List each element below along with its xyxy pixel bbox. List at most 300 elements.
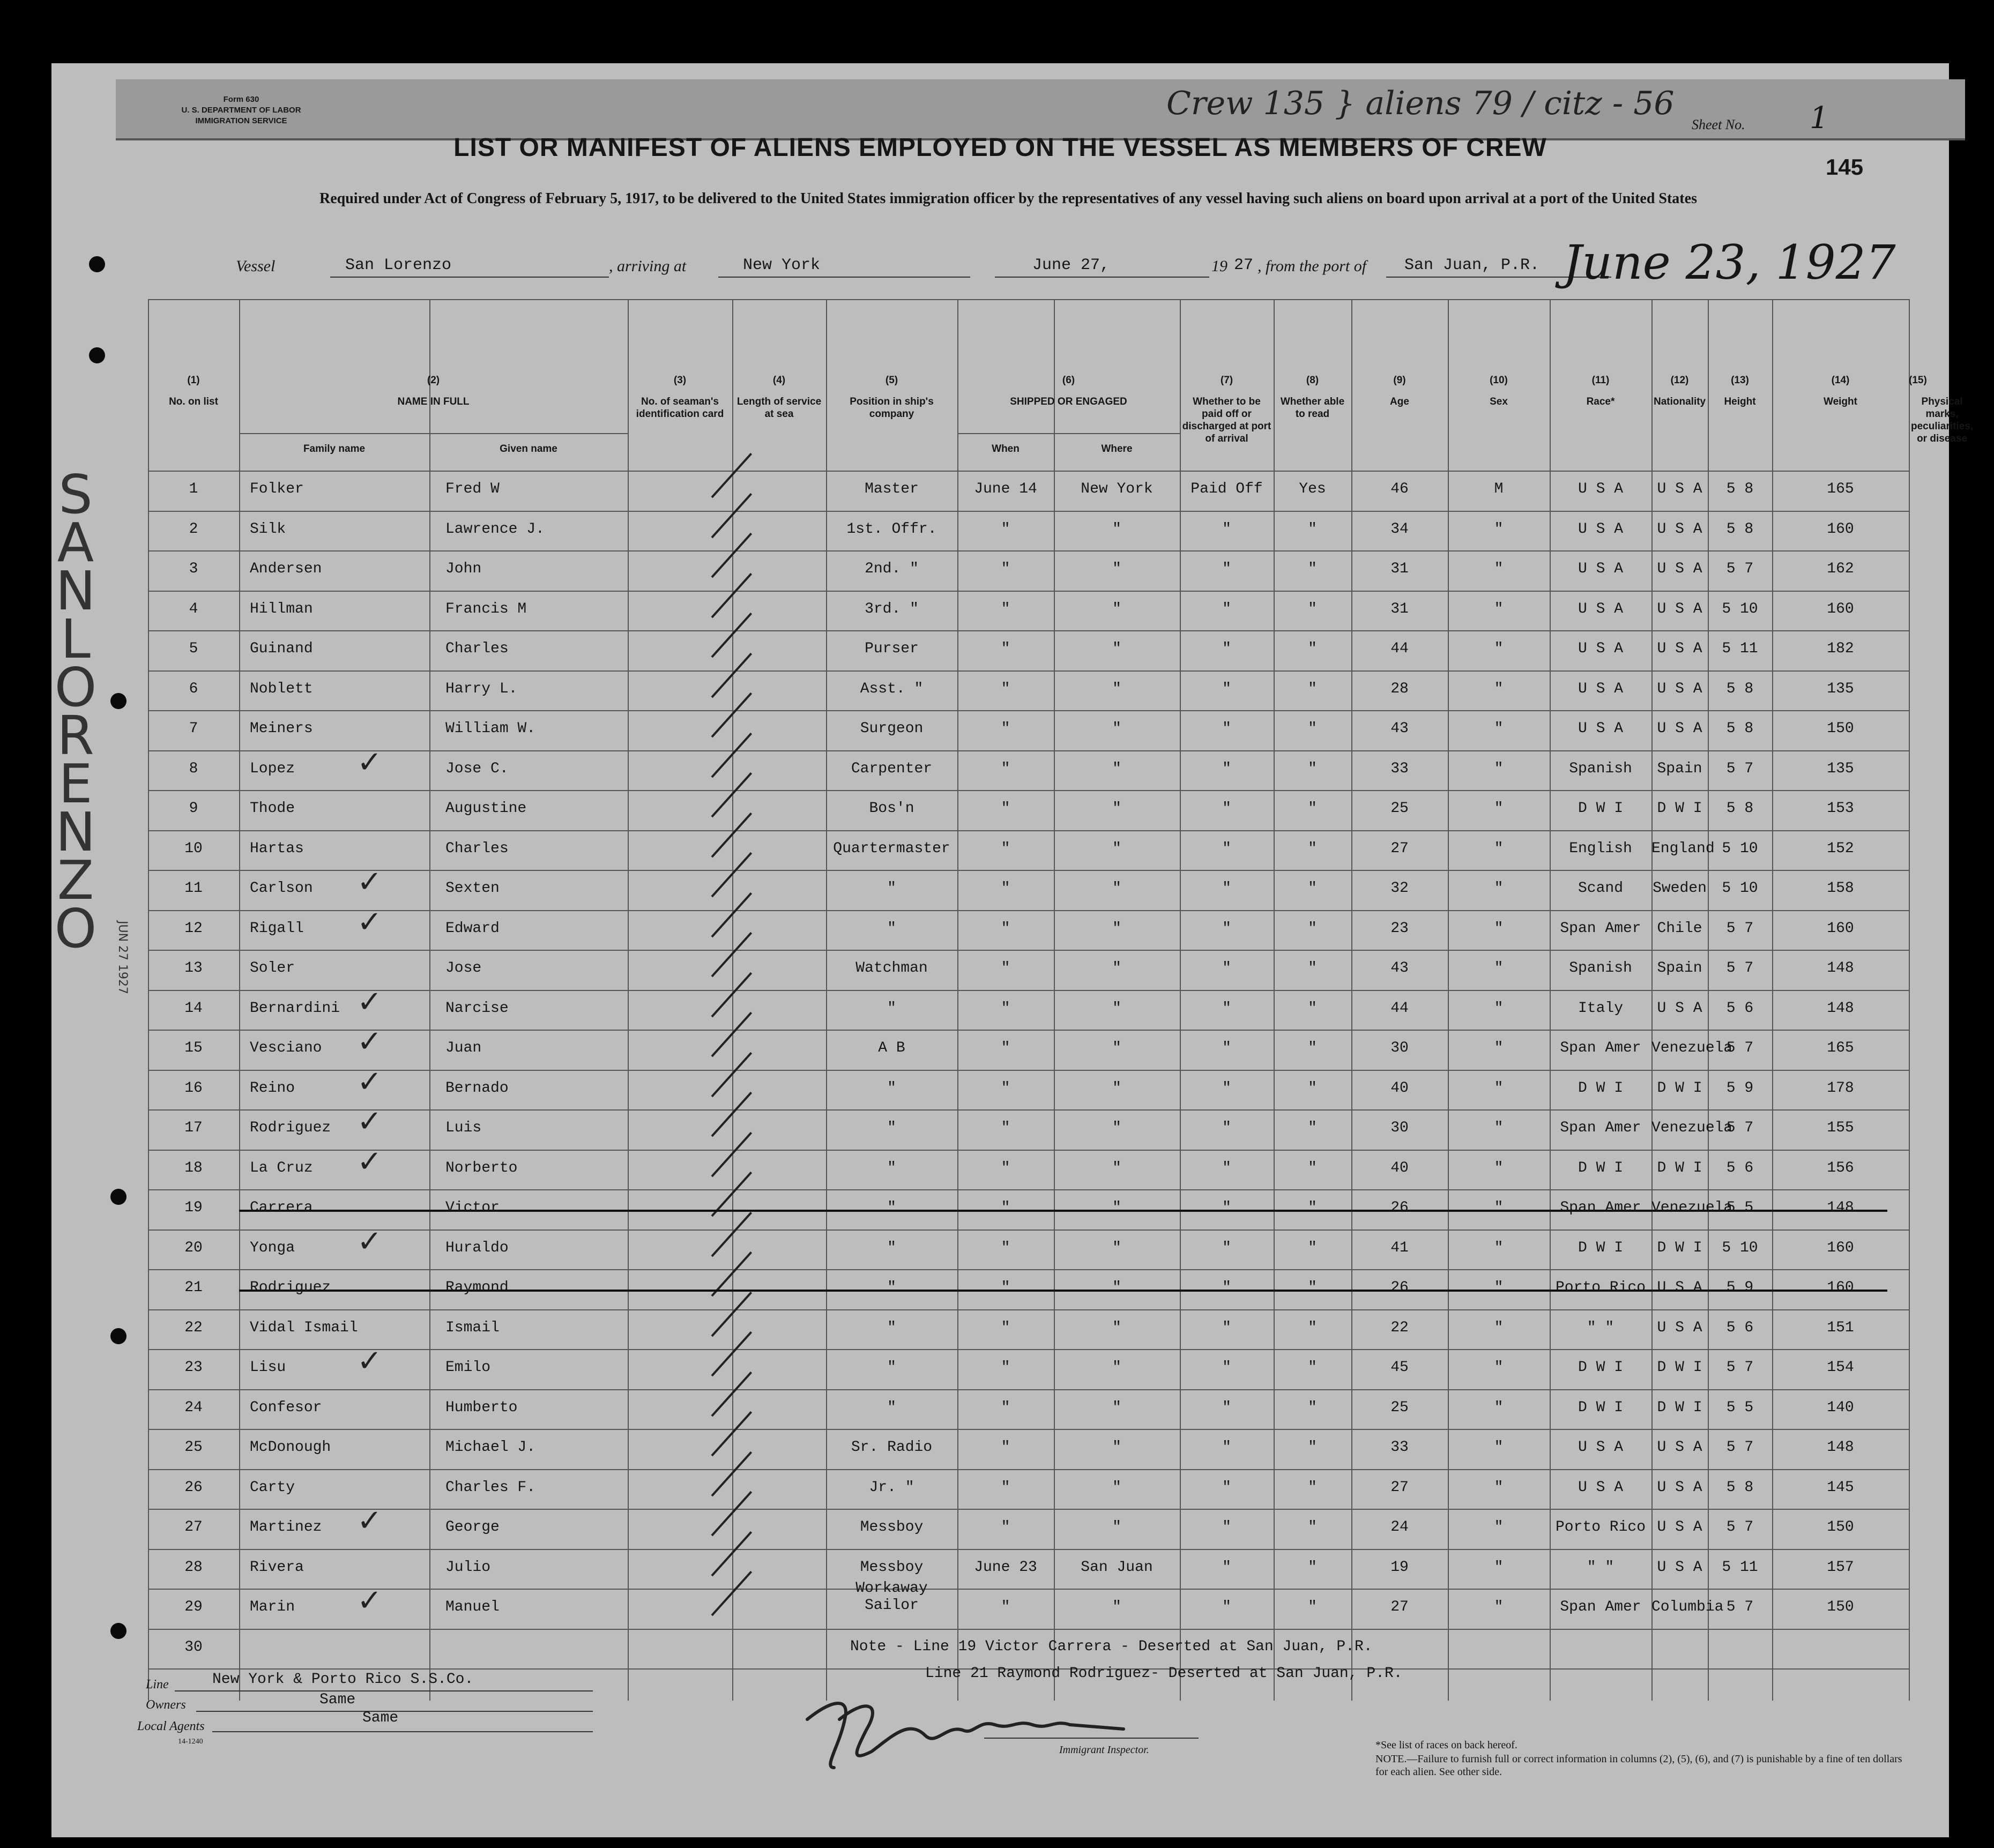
cell-paid: " (1222, 1399, 1231, 1416)
cell-age: 44 (1390, 1000, 1409, 1017)
cell-when: " (1001, 1519, 1010, 1536)
cell-given: Narcise (445, 1000, 509, 1017)
table-rule (148, 1549, 1909, 1550)
cell-where: " (1112, 1279, 1121, 1296)
cell-family: Silk (250, 520, 286, 538)
stamp-letter: A (57, 511, 94, 574)
cell-no: 11 (184, 880, 203, 897)
desertion-note: Line 21 Raymond Rodriguez- Deserted at San Juan, P.R. (925, 1665, 1403, 1682)
cell-sex: " (1494, 1120, 1504, 1136)
cell-sex: " (1494, 960, 1504, 977)
check-mark (711, 1012, 753, 1057)
stamp-letter: O (54, 897, 97, 960)
cell-sex: " (1494, 520, 1504, 538)
cell-sex: " (1494, 1599, 1504, 1615)
cell-no: 13 (184, 960, 203, 977)
cell-position: Workaway Sailor (855, 1580, 928, 1614)
cell-position: " (887, 1279, 896, 1296)
cell-when: " (1001, 880, 1010, 897)
cell-given: Emilo (445, 1359, 491, 1376)
cell-given: Bernado (445, 1079, 509, 1097)
check-mark (711, 1092, 753, 1137)
punch-hole (110, 1328, 127, 1344)
cell-paid: " (1222, 640, 1231, 657)
check-mark (711, 613, 753, 658)
punch-hole (110, 1189, 127, 1205)
cell-where: " (1112, 760, 1121, 777)
cell-given: Raymond (445, 1279, 509, 1296)
column-header: Nationality (1654, 396, 1706, 407)
cell-family: Reino (250, 1079, 295, 1097)
cell-nationality: U S A (1657, 520, 1702, 538)
cell-no: 3 (189, 561, 198, 577)
cell-position: Bos'n (869, 800, 914, 817)
cell-height: 5 7 (1726, 1120, 1754, 1136)
cell-given: Edward (445, 920, 500, 937)
cell-weight: 157 (1827, 1559, 1854, 1576)
cell-paid: " (1222, 1519, 1231, 1536)
check-mark: ✓ (357, 1144, 382, 1179)
cell-nationality: Spain (1657, 960, 1702, 977)
cell-sex: " (1494, 1399, 1504, 1416)
form-number: Form 630 (223, 95, 259, 104)
cell-nationality: D W I (1657, 1159, 1702, 1176)
cell-height: 5 10 (1722, 840, 1758, 857)
cell-weight: 148 (1827, 1199, 1854, 1216)
cell-where: " (1112, 1319, 1121, 1336)
cell-read: " (1308, 640, 1317, 657)
cell-where: " (1112, 880, 1121, 897)
cell-sex: " (1494, 1519, 1504, 1536)
cell-read: " (1308, 1239, 1317, 1256)
column-number: (1) (187, 375, 200, 386)
cell-weight: 160 (1827, 920, 1854, 937)
cell-given: George (445, 1519, 500, 1536)
page-number: 145 (1826, 154, 1864, 180)
form-service: IMMIGRATION SERVICE (195, 116, 287, 125)
cell-when: " (1001, 1040, 1010, 1056)
cell-read: " (1308, 800, 1317, 817)
cell-height: 5 5 (1726, 1199, 1754, 1216)
cell-age: 32 (1390, 880, 1409, 897)
cell-race: U S A (1578, 600, 1623, 617)
cell-when: " (1001, 1000, 1010, 1017)
cell-read: " (1308, 1079, 1317, 1097)
cell-position: Purser (865, 640, 919, 657)
cell-read: " (1308, 1599, 1317, 1615)
check-mark (711, 652, 753, 697)
cell-age: 33 (1390, 760, 1409, 777)
check-mark (711, 1211, 753, 1256)
cell-no: 7 (189, 720, 198, 737)
table-rule (148, 710, 1909, 711)
cell-read: " (1308, 1000, 1317, 1017)
cell-weight: 162 (1827, 561, 1854, 577)
cell-race: Span Amer (1560, 1199, 1641, 1216)
column-header: No. on list (169, 396, 218, 407)
cell-when: " (1001, 760, 1010, 777)
cell-no: 25 (184, 1439, 203, 1456)
cell-family: Andersen (250, 561, 322, 577)
cell-given: William W. (445, 720, 536, 737)
table-rule (148, 1349, 1909, 1350)
cell-when: " (1001, 1239, 1010, 1256)
check-mark (711, 1331, 753, 1376)
cell-family: McDonough (250, 1439, 331, 1456)
cell-when: " (1001, 600, 1010, 617)
cell-sex: " (1494, 1439, 1504, 1456)
cell-when: " (1001, 1399, 1010, 1416)
cell-paid: " (1222, 1439, 1231, 1456)
column-number: (12) (1670, 375, 1689, 386)
cell-height: 5 10 (1722, 1239, 1758, 1256)
form-identifier (139, 94, 343, 126)
cell-no: 14 (184, 1000, 203, 1017)
cell-race: Span Amer (1560, 1599, 1641, 1615)
cell-sex: M (1494, 481, 1504, 497)
column-header: Race* (1586, 396, 1615, 407)
table-rule (148, 830, 1909, 831)
cell-nationality: D W I (1657, 1079, 1702, 1097)
table-rule (148, 1269, 1909, 1270)
column-header: Height (1724, 396, 1756, 407)
cell-race: D W I (1578, 1399, 1623, 1416)
table-rule (628, 299, 629, 1701)
cell-read: " (1308, 1319, 1317, 1336)
cell-paid: " (1222, 1479, 1231, 1496)
cell-where: " (1112, 1159, 1121, 1176)
cell-when: " (1001, 680, 1010, 697)
cell-nationality: U S A (1657, 1279, 1702, 1296)
vessel-name: San Lorenzo (345, 256, 452, 274)
cell-race: " " (1587, 1319, 1614, 1336)
cell-given: Fred W (445, 481, 500, 497)
stamp-letter: R (57, 704, 94, 767)
cell-age: 28 (1390, 680, 1409, 697)
cell-read: " (1308, 1159, 1317, 1176)
cell-nationality: England (1651, 840, 1715, 857)
table-rule (148, 550, 1909, 552)
cell-nationality: Spain (1657, 760, 1702, 777)
cell-position: Messboy (860, 1519, 924, 1536)
folder-tab (116, 79, 1965, 140)
cell-nationality: U S A (1657, 600, 1702, 617)
cell-height: 5 7 (1726, 1359, 1754, 1376)
cell-height: 5 8 (1726, 1479, 1754, 1496)
table-rule (239, 299, 240, 1701)
check-mark (711, 1052, 753, 1097)
cell-age: 19 (1390, 1559, 1409, 1576)
cell-age: 23 (1390, 920, 1409, 937)
cell-where: San Juan (1081, 1559, 1153, 1576)
cell-no: 19 (184, 1199, 203, 1216)
cell-read: " (1308, 1519, 1317, 1536)
cell-nationality: U S A (1657, 1000, 1702, 1017)
cell-height: 5 7 (1726, 1040, 1754, 1056)
cell-height: 5 6 (1726, 1159, 1754, 1176)
check-mark (711, 732, 753, 777)
cell-weight: 135 (1827, 760, 1854, 777)
cell-nationality: U S A (1657, 720, 1702, 737)
check-mark (711, 892, 753, 937)
cell-position: A B (878, 1040, 905, 1056)
from-port-label: , from the port of (1258, 257, 1367, 275)
check-mark: ✓ (357, 1104, 382, 1139)
cell-race: U S A (1578, 1479, 1623, 1496)
cell-given: Michael J. (445, 1439, 536, 1456)
cell-family: Rigall (250, 920, 304, 937)
cell-where: " (1112, 680, 1121, 697)
cell-paid: " (1222, 920, 1231, 937)
check-mark (711, 1411, 753, 1456)
cell-where: " (1112, 1519, 1121, 1536)
cell-race: D W I (1578, 1239, 1623, 1256)
cell-race: U S A (1578, 561, 1623, 577)
cell-given: Lawrence J. (445, 520, 545, 538)
cell-age: 27 (1390, 1599, 1409, 1615)
cell-race: U S A (1578, 481, 1623, 497)
cell-weight: 153 (1827, 800, 1854, 817)
cell-position: 2nd. " (865, 561, 919, 577)
cell-age: 31 (1390, 600, 1409, 617)
cell-sex: " (1494, 1159, 1504, 1176)
cell-paid: " (1222, 1040, 1231, 1056)
cell-sex: " (1494, 680, 1504, 697)
cell-family: Guinand (250, 640, 313, 657)
cell-no: 2 (189, 520, 198, 538)
cell-paid: " (1222, 1199, 1231, 1216)
cell-no: 10 (184, 840, 203, 857)
cell-family: Folker (250, 481, 304, 497)
cell-family: Marin (250, 1599, 295, 1615)
cell-nationality: D W I (1657, 1359, 1702, 1376)
cell-family: La Cruz (250, 1159, 313, 1176)
cell-where: " (1112, 720, 1121, 737)
cell-family: Hartas (250, 840, 304, 857)
cell-weight: 156 (1827, 1159, 1854, 1176)
cell-where: " (1112, 800, 1121, 817)
check-mark (711, 1571, 753, 1616)
cell-family: Noblett (250, 680, 313, 697)
cell-where: " (1112, 561, 1121, 577)
cell-age: 26 (1390, 1279, 1409, 1296)
cell-sex: " (1494, 600, 1504, 617)
cell-where: " (1112, 520, 1121, 538)
cell-nationality: Chile (1657, 920, 1702, 937)
cell-height: 5 10 (1722, 880, 1758, 897)
cell-position: Sr. Radio (851, 1439, 933, 1456)
table-rule (148, 1070, 1909, 1071)
cell-family: Hillman (250, 600, 313, 617)
column-number: (11) (1591, 375, 1610, 386)
stamp-letter: E (58, 752, 93, 815)
cell-position: Asst. " (860, 680, 924, 697)
cell-where: " (1112, 960, 1121, 977)
cell-paid: Paid Off (1191, 481, 1263, 497)
cell-read: " (1308, 1040, 1317, 1056)
cell-where: " (1112, 1439, 1121, 1456)
cell-no: 6 (189, 680, 198, 697)
cell-age: 26 (1390, 1199, 1409, 1216)
column-header: Length of service at sea (736, 396, 822, 420)
cell-no: 23 (184, 1359, 203, 1376)
check-mark (711, 572, 753, 617)
cell-height: 5 7 (1726, 920, 1754, 937)
cell-height: 5 7 (1726, 1599, 1754, 1615)
cell-weight: 150 (1827, 720, 1854, 737)
cell-given: Charles F. (445, 1479, 536, 1496)
cell-weight: 151 (1827, 1319, 1854, 1336)
check-mark (711, 493, 753, 538)
cell-read: Yes (1299, 481, 1326, 497)
cell-family: Carty (250, 1479, 295, 1496)
cell-read: " (1308, 1279, 1317, 1296)
page-subtitle: Required under Act of Congress of February 5, 1917, to be delivered to the United States immigration officer by the representatives of any vessel having such aliens on board upon arrival at a port of the United States (319, 190, 1697, 207)
cell-where: " (1112, 1479, 1121, 1496)
check-mark: ✓ (357, 904, 382, 940)
column-subheader: Given name (500, 443, 557, 454)
table-rule (148, 950, 1909, 951)
cell-given: Jose (445, 960, 482, 977)
cell-weight: 165 (1827, 481, 1854, 497)
cell-position: " (887, 920, 896, 937)
cell-family: Thode (250, 800, 295, 817)
cell-paid: " (1222, 880, 1231, 897)
from-port: San Juan, P.R. (1404, 256, 1540, 274)
vessel-name-stamp (46, 463, 105, 960)
check-mark: ✓ (357, 1064, 382, 1099)
cell-when: " (1001, 1120, 1010, 1136)
cell-position: Surgeon (860, 720, 924, 737)
cell-race: U S A (1578, 520, 1623, 538)
cell-family: Confesor (250, 1399, 322, 1416)
cell-race: Spanish (1569, 960, 1632, 977)
cell-height: 5 9 (1726, 1279, 1754, 1296)
cell-height: 5 7 (1726, 760, 1754, 777)
cell-nationality: U S A (1657, 481, 1702, 497)
cell-nationality: U S A (1657, 1479, 1702, 1496)
cell-where: " (1112, 1359, 1121, 1376)
check-mark: ✓ (357, 1503, 382, 1538)
cell-paid: " (1222, 1239, 1231, 1256)
cell-sex: " (1494, 1199, 1504, 1216)
cell-read: " (1308, 960, 1317, 977)
page-title: LIST OR MANIFEST OF ALIENS EMPLOYED ON THE VESSEL AS MEMBERS OF CREW (453, 133, 1547, 162)
column-header: No. of seaman's identification card (636, 396, 724, 420)
cell-given: Francis M (445, 600, 527, 617)
table-rule (148, 1429, 1909, 1430)
cell-sex: " (1494, 840, 1504, 857)
column-subheader: Where (1101, 443, 1133, 454)
check-mark: ✓ (357, 984, 382, 1019)
cell-family: Meiners (250, 720, 313, 737)
cell-sex: " (1494, 1479, 1504, 1496)
cell-weight: 150 (1827, 1519, 1854, 1536)
cell-race: Span Amer (1560, 920, 1641, 937)
cell-position: " (887, 1199, 896, 1216)
cell-no: 12 (184, 920, 203, 937)
sheet-number-label: Sheet No. (1692, 117, 1745, 132)
cell-no: 16 (184, 1079, 203, 1097)
cell-age: 22 (1390, 1319, 1409, 1336)
cell-age: 27 (1390, 840, 1409, 857)
table-rule (148, 1469, 1909, 1470)
table-rule (148, 1030, 1909, 1031)
cell-no: 5 (189, 640, 198, 657)
penalty-note: NOTE.—Failure to furnish full or correct information in columns (2), (5), (6), and (7) is punishable by a fine of ten dollars for each alien. See other side. (1375, 1753, 1902, 1778)
cell-height: 5 6 (1726, 1319, 1754, 1336)
cell-when: " (1001, 640, 1010, 657)
table-rule (148, 1509, 1909, 1510)
cell-paid: " (1222, 800, 1231, 817)
check-mark (711, 692, 753, 737)
check-mark (711, 1451, 753, 1496)
cell-sex: " (1494, 1040, 1504, 1056)
cell-paid: " (1222, 680, 1231, 697)
cell-race: Porto Rico (1555, 1519, 1646, 1536)
cell-weight: 148 (1827, 960, 1854, 977)
arrival-port: New York (743, 256, 821, 274)
cell-paid: " (1222, 760, 1231, 777)
check-mark: ✓ (357, 1344, 382, 1378)
cell-sex: " (1494, 1359, 1504, 1376)
check-mark (711, 453, 753, 498)
stamp-letter: L (61, 608, 91, 670)
cell-age: 27 (1390, 1479, 1409, 1496)
cell-position: " (887, 1120, 896, 1136)
date-stamp: JUN 27 1927 (116, 921, 129, 995)
form-code: 14-1240 (178, 1738, 203, 1746)
cell-family: Martinez (250, 1519, 322, 1536)
table-rule (148, 910, 1909, 911)
cell-race: English (1569, 840, 1632, 857)
line-label: Line (146, 1678, 169, 1691)
cell-weight: 145 (1827, 1479, 1854, 1496)
cell-sex: " (1494, 1239, 1504, 1256)
cell-race: D W I (1578, 1159, 1623, 1176)
cell-nationality: D W I (1657, 1399, 1702, 1416)
cell-paid: " (1222, 1279, 1231, 1296)
column-header: Weight (1824, 396, 1857, 407)
column-number: (5) (885, 375, 898, 386)
cell-paid: " (1222, 1319, 1231, 1336)
cell-no: 15 (184, 1040, 203, 1056)
cell-given: Luis (445, 1120, 482, 1136)
cell-nationality: U S A (1657, 1559, 1702, 1576)
cell-paid: " (1222, 840, 1231, 857)
cell-race: U S A (1578, 1439, 1623, 1456)
cell-read: " (1308, 1199, 1317, 1216)
check-mark (711, 932, 753, 977)
column-number: (8) (1306, 375, 1319, 386)
cell-read: " (1308, 561, 1317, 577)
stamp-letter: N (55, 560, 96, 622)
cell-position: Jr. " (869, 1479, 914, 1496)
cell-where: " (1112, 1199, 1121, 1216)
cell-height: 5 8 (1726, 720, 1754, 737)
cell-paid: " (1222, 600, 1231, 617)
column-number: (6) (1062, 375, 1075, 386)
cell-when: " (1001, 840, 1010, 857)
cell-no: 30 (184, 1638, 203, 1656)
cell-height: 5 7 (1726, 561, 1754, 577)
cell-position: " (887, 1399, 896, 1416)
check-mark (711, 533, 753, 578)
cell-age: 43 (1390, 720, 1409, 737)
cell-weight: 154 (1827, 1359, 1854, 1376)
table-rule (148, 299, 1909, 300)
cell-height: 5 8 (1726, 680, 1754, 697)
